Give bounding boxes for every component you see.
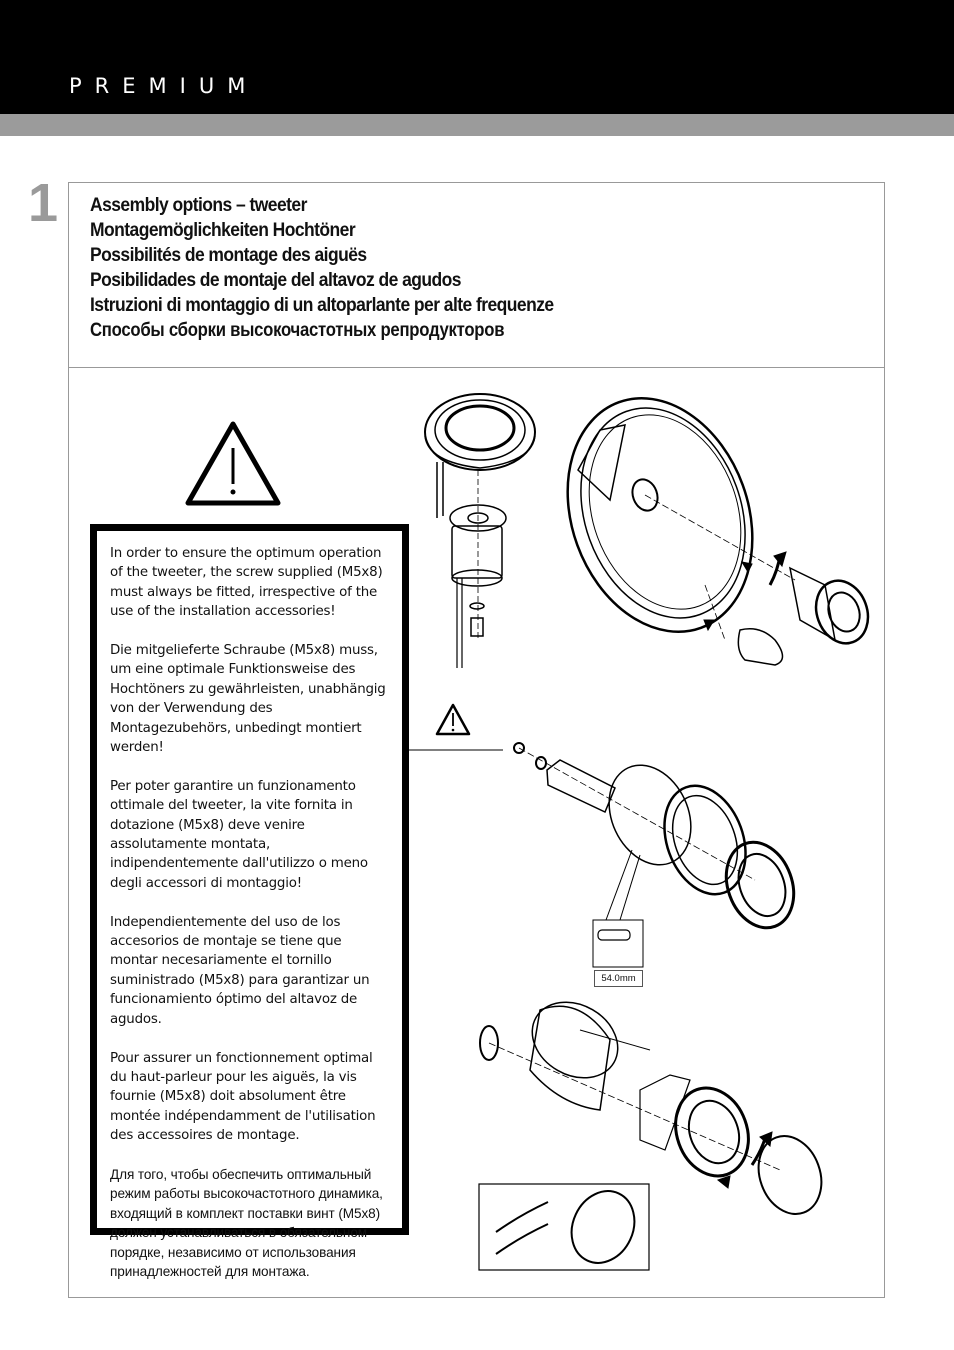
warning-triangle-icon bbox=[188, 424, 278, 503]
notice-paragraph-en: In order to ensure the optimum operation of the tweeter, the screw supplied (M5x8) must always be fitted, irrespective of the use of the installation accessories! bbox=[110, 546, 383, 620]
accessories-inset bbox=[479, 1181, 649, 1273]
notice-paragraph-it: Per poter garantire un funzionamento ottimale del tweeter, la vite fornita in dotazione (M5x8) deve venire assolutamente montata, indipendentemente dall'utilizzo o meno degli accessori di montaggio! bbox=[110, 778, 368, 891]
title-it: Istruzioni di montaggio di un altoparlante per alte frequenze bbox=[90, 295, 554, 316]
title-fr: Possibilités de montage des aiguës bbox=[90, 245, 367, 266]
title-en: Assembly options – tweeter bbox=[90, 195, 307, 216]
notice-box bbox=[90, 524, 409, 1279]
title-de: Montagemöglichkeiten Hochtöner bbox=[90, 220, 356, 241]
drill-size-label: 54.0mm bbox=[594, 970, 643, 987]
title-es: Posibilidades de montaje del altavoz de agudos bbox=[90, 270, 461, 291]
notice-paragraph-ru: Для того, чтобы обеспечить оптимальный режим работы высокочастотного динамика, входящий в комплект поставки винт (M5x8) должен устанавливаться в обязательном порядке, независимо от использования принадлежностей для монтажа. bbox=[110, 1166, 383, 1279]
brand-name: PREMIUM bbox=[69, 74, 259, 98]
title-ru: Способы сборки высокочастотных репродукторов bbox=[90, 320, 505, 341]
surface-mount-assembly-drawing bbox=[480, 987, 832, 1223]
tweeter-with-pod-drawing bbox=[425, 394, 535, 668]
small-warning-icon bbox=[437, 705, 469, 734]
notice-paragraph-de: Die mitgelieferte Schraube (M5x8) muss, um eine optimale Funktionsweise des Hochtöners zu gewährleisten, unabhängig von der Verwendung des Montagezubehörs, unbedingt montiert werden! bbox=[110, 643, 386, 756]
step-number: 1 bbox=[28, 173, 59, 233]
notice-paragraph-fr: Pour assurer un fonctionnement optimal du haut-parleur pour les aiguës, la vis fournie (M5x8) doit absolument être montée indépendamment de l'utilisation des accessoires de montage. bbox=[110, 1050, 376, 1144]
exploded-tweeter-cup-drawing bbox=[514, 743, 805, 967]
notice-paragraph-es: Independientemente del uso de los accesorios de montaje se tiene que montar necesariamente el tornillo suministrado (M5x8) para garantizar un funcionamiento óptimo del altavoz de agudos. bbox=[110, 914, 370, 1027]
